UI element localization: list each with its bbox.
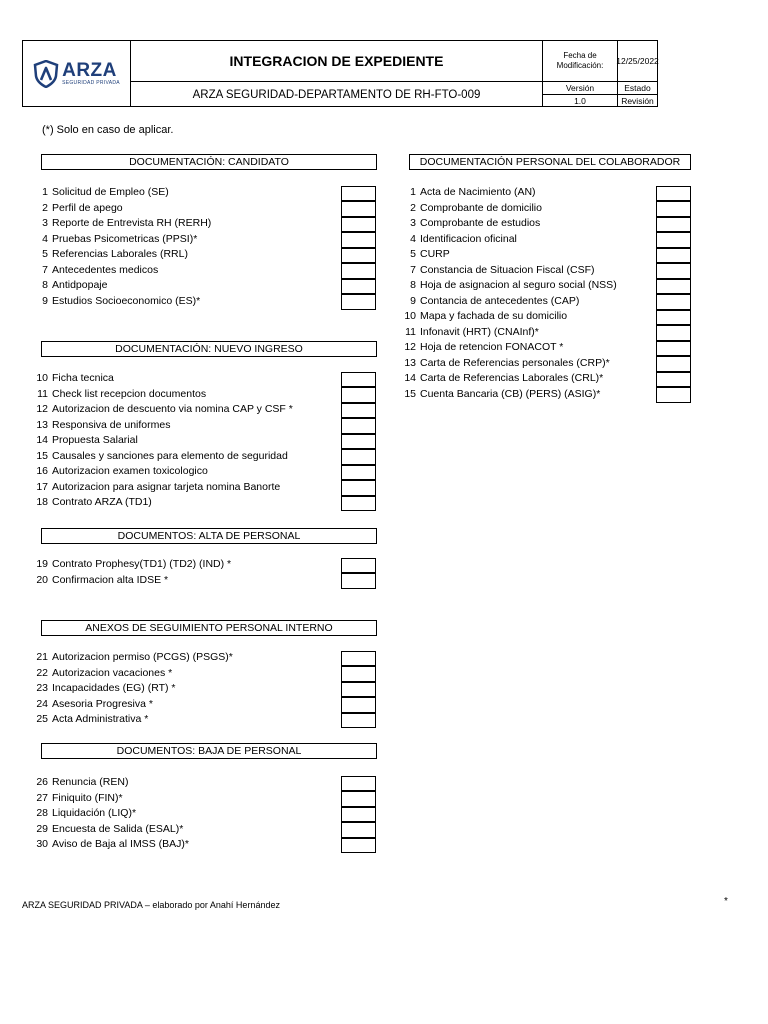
item-number: 3 <box>410 217 416 229</box>
item-number: 22 <box>36 666 48 679</box>
item-label: Confirmacion alta IDSE * <box>52 573 169 586</box>
checkbox[interactable] <box>656 387 691 403</box>
item-label: Perfil de apego <box>52 201 123 214</box>
checkbox[interactable] <box>656 294 691 310</box>
item-number: 21 <box>36 651 48 663</box>
item-label: Acta de Nacimiento (AN) <box>420 186 536 198</box>
item-number: 19 <box>36 558 48 570</box>
checkbox[interactable] <box>341 201 376 217</box>
checkbox[interactable] <box>656 372 691 388</box>
checkbox[interactable] <box>341 651 376 667</box>
checkbox[interactable] <box>341 449 376 465</box>
checkbox[interactable] <box>656 356 691 372</box>
item-number: 13 <box>36 418 48 431</box>
section-header: DOCUMENTACIÓN PERSONAL DEL COLABORADOR <box>409 154 691 170</box>
section-header: ANEXOS DE SEGUIMIENTO PERSONAL INTERNO <box>41 620 377 636</box>
checkbox[interactable] <box>341 387 376 403</box>
checkbox[interactable] <box>341 573 376 589</box>
item-number: 26 <box>36 776 48 788</box>
item-label: Contancia de antecedentes (CAP) <box>420 294 580 307</box>
item-label: Comprobante de estudios <box>420 217 541 229</box>
checkbox[interactable] <box>341 248 376 264</box>
item-number: 14 <box>36 434 48 446</box>
item-number: 12 <box>36 403 48 415</box>
item-label: Autorizacion examen toxicologico <box>52 465 208 477</box>
item-label: Reporte de Entrevista RH (RERH) <box>52 217 212 229</box>
item-number: 5 <box>42 248 48 260</box>
note-text: (*) Solo en caso de aplicar. <box>42 124 174 136</box>
item-label: Carta de Referencias personales (CRP)* <box>420 356 610 369</box>
checkbox[interactable] <box>656 325 691 341</box>
item-number: 1 <box>410 186 416 198</box>
checkbox[interactable] <box>341 713 376 729</box>
item-label: Autorizacion para asignar tarjeta nomina Banorte <box>52 480 281 493</box>
document-header <box>22 40 658 107</box>
section-header: DOCUMENTACIÓN: CANDIDATO <box>41 154 377 170</box>
checkbox[interactable] <box>341 558 376 574</box>
checkbox[interactable] <box>341 682 376 698</box>
checkbox[interactable] <box>341 666 376 682</box>
item-label: Comprobante de domicilio <box>420 201 542 214</box>
item-label: Check list recepcion documentos <box>52 387 207 400</box>
item-label: Mapa y fachada de su domicilio <box>420 310 568 322</box>
item-label: Carta de Referencias Laborales (CRL)* <box>420 372 604 384</box>
item-label: Liquidación (LIQ)* <box>52 807 137 819</box>
checkbox[interactable] <box>341 776 376 792</box>
item-label: Contrato ARZA (TD1) <box>52 496 152 508</box>
section-header: DOCUMENTACIÓN: NUEVO INGRESO <box>41 341 377 357</box>
item-number: 9 <box>410 294 416 307</box>
item-number: 11 <box>405 325 416 338</box>
item-number: 27 <box>36 791 48 804</box>
item-number: 12 <box>404 341 416 353</box>
checkbox[interactable] <box>341 697 376 713</box>
item-label: Contrato Prophesy(TD1) (TD2) (IND) * <box>52 558 232 570</box>
item-number: 10 <box>404 310 416 322</box>
checkbox[interactable] <box>656 248 691 264</box>
item-label: Incapacidades (EG) (RT) * <box>52 682 176 694</box>
item-number: 17 <box>36 480 48 493</box>
checkbox[interactable] <box>341 807 376 823</box>
checkbox[interactable] <box>341 217 376 233</box>
checkbox[interactable] <box>341 232 376 248</box>
item-label: Acta Administrativa * <box>52 713 149 725</box>
item-number: 23 <box>36 682 48 694</box>
checkbox[interactable] <box>656 310 691 326</box>
logo-subtitle: SEGURIDAD PRIVADA <box>62 80 120 86</box>
checkbox[interactable] <box>656 186 691 202</box>
document-subtitle: ARZA SEGURIDAD-DEPARTAMENTO DE RH-FTO-009 <box>131 82 543 107</box>
item-number: 20 <box>36 573 48 586</box>
item-number: 11 <box>37 387 48 400</box>
estado-label: Estado <box>618 82 657 95</box>
footer-mark: * <box>724 896 728 907</box>
checkbox[interactable] <box>341 418 376 434</box>
item-number: 4 <box>42 232 48 245</box>
item-label: Pruebas Psicometricas (PPSI)* <box>52 232 198 245</box>
item-number: 14 <box>404 372 416 384</box>
item-label: Antidpopaje <box>52 279 108 291</box>
checkbox[interactable] <box>341 372 376 388</box>
checkbox[interactable] <box>341 791 376 807</box>
logo-word: ARZA <box>62 60 117 81</box>
item-number: 13 <box>404 356 416 369</box>
item-number: 28 <box>36 807 48 819</box>
shield-icon <box>33 60 59 88</box>
checkbox[interactable] <box>341 434 376 450</box>
item-label: Asesoria Progresiva * <box>52 697 153 710</box>
checkbox[interactable] <box>341 465 376 481</box>
logo-cell <box>23 41 131 107</box>
item-number: 5 <box>410 248 416 260</box>
item-number: 30 <box>36 838 48 850</box>
item-number: 29 <box>36 822 48 835</box>
item-label: Renuncia (REN) <box>52 776 129 788</box>
item-number: 8 <box>410 279 416 291</box>
item-label: Hoja de asignacion al seguro social (NSS) <box>420 279 617 291</box>
item-label: Antecedentes medicos <box>52 263 159 276</box>
item-number: 7 <box>410 263 416 276</box>
checkbox[interactable] <box>341 838 376 854</box>
checkbox[interactable] <box>656 341 691 357</box>
checkbox[interactable] <box>656 201 691 217</box>
checkbox[interactable] <box>341 294 376 310</box>
item-number: 1 <box>42 186 48 198</box>
item-number: 9 <box>42 294 48 307</box>
checkbox[interactable] <box>656 263 691 279</box>
item-label: Autorizacion de descuento via nomina CAP y CSF * <box>52 403 293 415</box>
item-number: 24 <box>36 697 48 710</box>
estado-value: Revisión <box>621 96 654 106</box>
fecha-label: Fecha de Modificación: <box>543 41 618 82</box>
item-label: Propuesta Salarial <box>52 434 138 446</box>
item-label: Ficha tecnica <box>52 372 114 384</box>
version-value: 1.0 <box>543 95 618 107</box>
item-label: Encuesta de Salida (ESAL)* <box>52 822 184 835</box>
item-label: Autorizacion permiso (PCGS) (PSGS)* <box>52 651 233 663</box>
item-label: Finiquito (FIN)* <box>52 791 123 804</box>
item-label: Responsiva de uniformes <box>52 418 171 431</box>
item-number: 4 <box>410 232 416 245</box>
item-number: 7 <box>42 263 48 276</box>
checkbox[interactable] <box>656 232 691 248</box>
item-label: CURP <box>420 248 450 260</box>
item-number: 15 <box>36 449 48 462</box>
item-label: Cuenta Bancaria (CB) (PERS) (ASIG)* <box>420 387 601 400</box>
item-number: 2 <box>42 201 48 214</box>
item-label: Referencias Laborales (RRL) <box>52 248 188 260</box>
item-label: Estudios Socioeconomico (ES)* <box>52 294 201 307</box>
version-label: Versión <box>543 82 618 95</box>
checkbox[interactable] <box>341 186 376 202</box>
checkbox[interactable] <box>341 480 376 496</box>
section-header: DOCUMENTOS: ALTA DE PERSONAL <box>41 528 377 544</box>
checkbox[interactable] <box>341 263 376 279</box>
item-number: 25 <box>36 713 48 725</box>
item-label: Autorizacion vacaciones * <box>52 666 173 679</box>
document-title: INTEGRACION DE EXPEDIENTE <box>131 41 543 82</box>
section-header: DOCUMENTOS: BAJA DE PERSONAL <box>41 743 377 759</box>
checkbox[interactable] <box>656 217 691 233</box>
item-number: 8 <box>42 279 48 291</box>
footer-text: ARZA SEGURIDAD PRIVADA – elaborado por Anahí Hernández <box>22 900 280 910</box>
item-label: Identificacion oficinal <box>420 232 517 245</box>
checkbox[interactable] <box>341 822 376 838</box>
item-label: Infonavit (HRT) (CNAInf)* <box>420 325 539 338</box>
checkbox[interactable] <box>341 403 376 419</box>
fecha-value: 12/25/2022 <box>618 41 657 82</box>
checkbox[interactable] <box>341 496 376 512</box>
item-number: 15 <box>404 387 416 400</box>
item-number: 3 <box>42 217 48 229</box>
arza-logo <box>33 60 120 88</box>
item-label: Causales y sanciones para elemento de seguridad <box>52 449 288 462</box>
item-label: Aviso de Baja al IMSS (BAJ)* <box>52 838 189 850</box>
item-number: 16 <box>36 465 48 477</box>
checkbox[interactable] <box>656 279 691 295</box>
item-label: Constancia de Situacion Fiscal (CSF) <box>420 263 595 276</box>
item-number: 10 <box>36 372 48 384</box>
item-label: Solicitud de Empleo (SE) <box>52 186 169 198</box>
item-label: Hoja de retencion FONACOT * <box>420 341 564 353</box>
item-number: 18 <box>36 496 48 508</box>
checkbox[interactable] <box>341 279 376 295</box>
item-number: 2 <box>410 201 416 214</box>
